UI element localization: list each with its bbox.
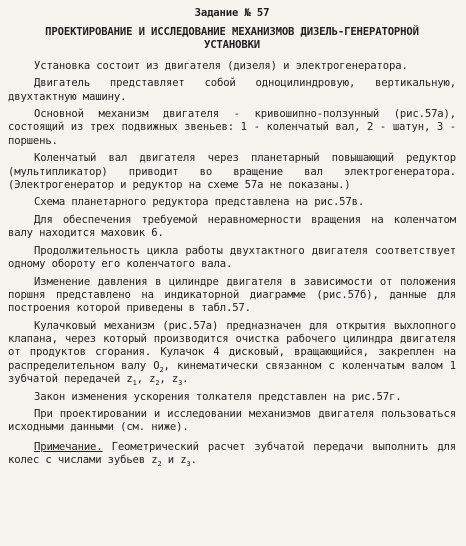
paragraph-2: Двигатель представляет собой одноцилиндровую, вертикальную, двухтактную машину. bbox=[8, 77, 456, 103]
paragraph-8: Изменение давления в цилиндре двигателя в зависимости от положения поршня представлено на индикаторной диаграмме (рис.57б), данные для построения которой приведены в табл.57. bbox=[8, 275, 456, 315]
note-mid: и z bbox=[161, 453, 187, 466]
title-line-1: ПРОЕКТИРОВАНИЕ И ИССЛЕДОВАНИЕ МЕХАНИЗМОВ ДИЗЕЛЬ-ГЕНЕРАТОРНОЙ bbox=[45, 26, 419, 39]
paragraph-9-text: Кулачковый механизм (рис.57а) предназначен для открытия выхлопного клапана, через который производится очистка рабочего цилиндра двигателя от продуктов сгорания. Кулачок 4 дисковый, вращающийся, закреплен на распределительном валу O bbox=[8, 320, 456, 372]
paragraph-11: При проектировании и исследовании механизмов двигателя пользоваться исходными данными (см. ниже). bbox=[8, 408, 456, 434]
subscript-z2: 2 bbox=[155, 378, 160, 387]
paragraph-10: Закон изменения ускорения толкателя представлен на рис.57г. bbox=[34, 390, 402, 403]
task-number: Задание № 57 bbox=[194, 7, 270, 19]
paragraph-7: Продолжительность цикла работы двухтактного двигателя соответствует одному обороту его коленчатого вала. bbox=[8, 245, 456, 271]
subscript-z3: 3 bbox=[178, 378, 183, 387]
note-subscript-a: 2 bbox=[157, 460, 162, 468]
paragraph-5: Схема планетарного редуктора представлена на рис.57в. bbox=[34, 196, 365, 209]
paragraph-6: Для обеспечения требуемой неравномерности вращения на коленчатом валу находится маховик 6. bbox=[8, 214, 456, 240]
paragraph-9-cont-3: , z bbox=[159, 372, 179, 385]
paragraph-9-end: . bbox=[182, 372, 189, 385]
subscript-o: 2 bbox=[159, 365, 164, 374]
paragraph-1: Установка состоит из двигателя (дизеля) и электрогенератора. bbox=[34, 59, 408, 72]
note-text: Геометрический расчет зубчатой передачи выполнить для колес с числами зубьев z bbox=[8, 440, 456, 466]
note-end: . bbox=[190, 453, 197, 466]
document-title bbox=[8, 26, 456, 52]
paragraph-9-cont-1: , кинематически связанном с коленчатым валом 1 зубчатой передачей z bbox=[8, 359, 456, 385]
note-label: Примечание. bbox=[34, 440, 103, 453]
title-line-2: УСТАНОВКИ bbox=[203, 39, 261, 52]
subscript-z1: 1 bbox=[132, 378, 137, 387]
note-paragraph bbox=[8, 441, 456, 467]
paragraph-9-cont-2: , z bbox=[136, 372, 156, 385]
paragraph-9 bbox=[8, 320, 456, 386]
note-subscript-b: 3 bbox=[186, 460, 191, 468]
paragraph-4: Коленчатый вал двигателя через планетарный повышающий редуктор (мультипликатор) приводит во вращение вал электрогенератора. (Электрогенератор и редуктор на схеме 57а не показаны.) bbox=[8, 152, 456, 191]
paragraph-3: Основной механизм двигателя - кривошипно-ползунный (рис.57а), состоящий из трех подвижных звеньев: 1 - коленчатый вал, 2 - шатун, 3 - поршень. bbox=[8, 108, 456, 147]
